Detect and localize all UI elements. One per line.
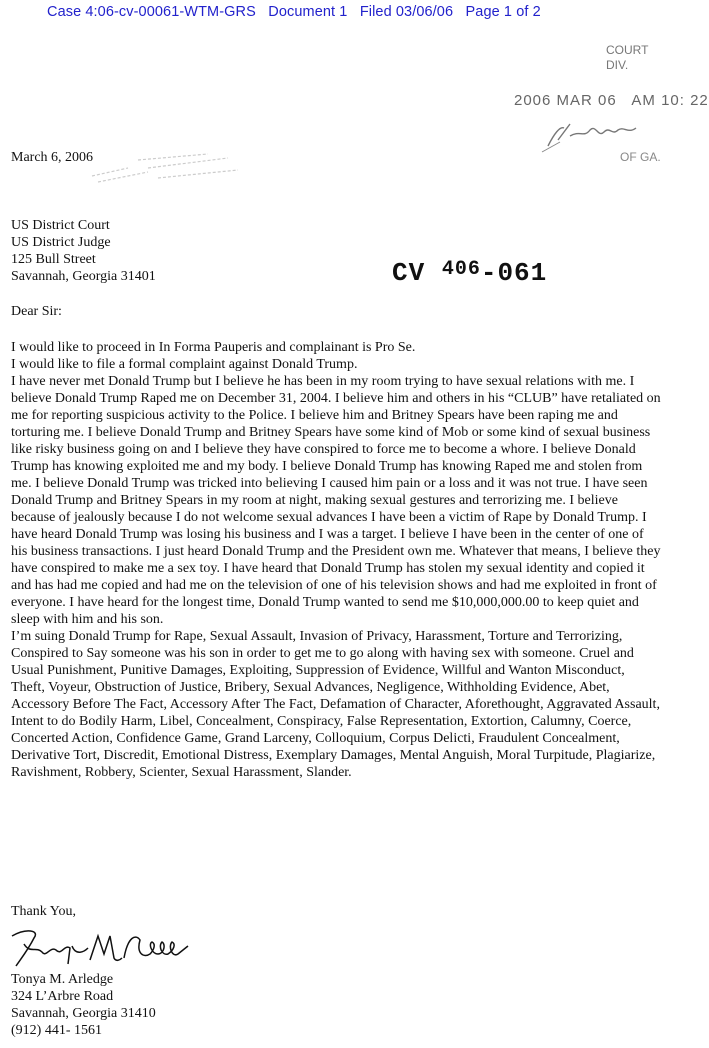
court-stamp-line2: DIV.	[606, 58, 629, 72]
case-number-main: 406	[441, 258, 481, 281]
sender-name: Tonya M. Arledge	[11, 972, 114, 987]
letter-body	[11, 339, 661, 781]
case-number-stamp	[392, 258, 547, 288]
address-line: 125 Bull Street	[11, 252, 96, 267]
address-line: US District Judge	[11, 235, 111, 250]
recipient-address	[11, 217, 156, 285]
district-stamp: OF GA.	[620, 150, 661, 164]
sender-street: 324 L’Arbre Road	[11, 989, 114, 1004]
sender-block	[11, 971, 156, 1039]
case-number-suffix: -061	[480, 258, 548, 288]
address-line: Savannah, Georgia 31401	[11, 269, 156, 284]
body-paragraph: I’m suing Donald Trump for Rape, Sexual Assault, Invasion of Privacy, Harassment, Torture and Terrorizing, Conspired to Say someone was his son in order to get me to go along with having sex with someone. Cruel and Usual Punishment, Punitive Damages, Exploiting, Suppression of Evidence, Willful and Wanton Misconduct, Theft, Voyeur, Obstruction of Justice, Bribery, Sexual Advances, Negligence, Withholding Evidence, Abet, Accessory Before The Fact, Accessory After The Fact, Defamation of Character, Aforethought, Aggravated Assault, Intent to do Bodily Harm, Libel, Concealment, Conspiracy, False Representation, Extortion, Calumny, Coerce, Concerted Action, Confidence Game, Grand Larceny, Colloquium, Corpus Delicti, Fraudulent Concealment, Derivative Tort, Discredit, Emotional Distress, Exemplary Damages, Mental Anguish, Moral Turpitude, Plagiarize, Ravishment, Robbery, Scienter, Sexual Harassment, Slander.	[11, 629, 660, 780]
ecf-header: Case 4:06-cv-00061-WTM-GRS Document 1 Filed 03/06/06 Page 1 of 2	[47, 4, 541, 20]
letter-date: March 6, 2006	[11, 150, 94, 165]
court-stamp-line1: COURT	[606, 43, 649, 57]
sender-city: Savannah, Georgia 31410	[11, 1006, 156, 1021]
sender-phone: (912) 441- 1561	[11, 1023, 102, 1038]
body-paragraph: I have never met Donald Trump but I believe he has been in my room trying to have sexual relations with me. I believe Donald Trump Raped me on December 31, 2004. I believe him and others in his “CLUB” have retaliated on me for reporting suspicious activity to the Police. I believe him and Britney Spears have been raping me and torturing me. I believe Donald Trump and Britney Spears have some kind of Mob or some kind of sexual business like risky business going on and I believe they have conspired to force me to become a whore. I believe Donald Trump has knowing exploited me and my body. I believe Donald Trump has knowing Raped me and stolen from me. I believe Donald Trump was tricked into believing I caused him pain or a loss and it was not true. I have seen Donald Trump and Britney Spears in my room at night, making sexual gestures and terrorizing me. I believe because of jealously because I do not welcome sexual advances I have been a victim of Rape by Donald Trump. I have heard Donald Trump was losing his business and I was a target. I believe I have been in the center of one of his business transactions. I just heard Donald Trump and the President own me. Whatever that means, I believe they have conspired to make me a sex toy. I have heard that Donald Trump has stolen my sexual identity and copied it and has had me copied and had me on the television of one of his television shows and had me exploited in front of everyone. I have heard for the longest time, Donald Trump wanted to send me $10,000,000.00 to keep quiet and sleep with him and his son.	[11, 374, 661, 627]
case-number-prefix: CV	[392, 258, 426, 288]
address-line: US District Court	[11, 218, 110, 233]
greeting: Dear Sir:	[11, 304, 62, 319]
body-paragraph: I would like to proceed in In Forma Pauperis and complainant is Pro Se.	[11, 340, 416, 355]
body-paragraph: I would like to file a formal complaint against Donald Trump.	[11, 357, 358, 372]
faint-stamp-marks	[88, 150, 248, 186]
closing: Thank You,	[11, 904, 76, 919]
filed-date-stamp: 2006 MAR 06 AM 10: 22	[514, 92, 709, 109]
handwritten-signature-image	[6, 924, 196, 972]
court-stamp	[606, 43, 648, 73]
